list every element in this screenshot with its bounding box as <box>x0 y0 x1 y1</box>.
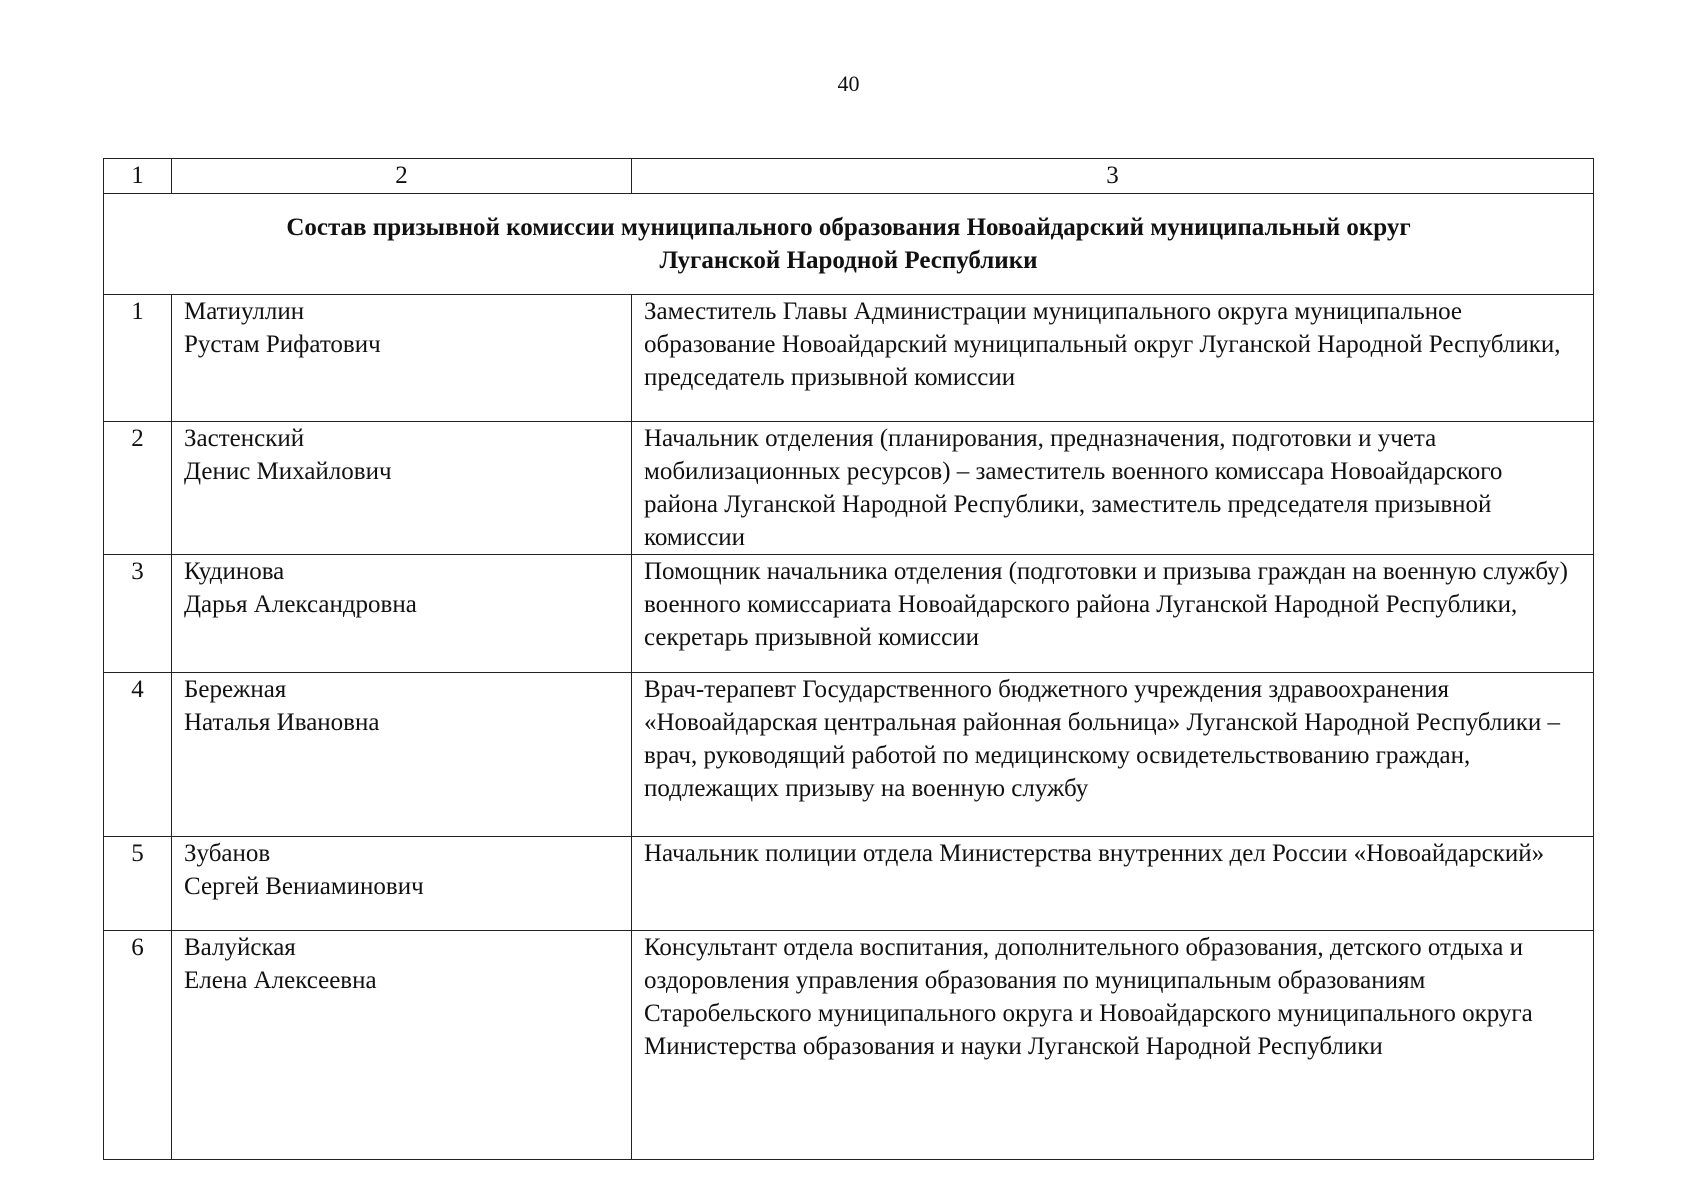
member-position: Заместитель Главы Администрации муниципального округа муниципальное образование Новоайдарский муниципальный округ Луганской Народной Республики, председатель призывной комиссии <box>632 295 1594 422</box>
row-number: 3 <box>104 555 172 673</box>
member-name <box>172 837 632 931</box>
member-given-names: Елена Алексеевна <box>184 967 377 994</box>
member-name <box>172 422 632 555</box>
member-given-names: Наталья Ивановна <box>184 709 380 736</box>
table-row <box>104 555 1594 673</box>
member-name <box>172 673 632 837</box>
table-row <box>104 422 1594 555</box>
column-numbers-row <box>104 159 1594 194</box>
member-surname: Застенский <box>184 425 305 452</box>
member-position: Начальник отделения (планирования, предназначения, подготовки и учета мобилизационных ресурсов) – заместитель военного комиссара Новоайдарского района Луганской Народной Республики, заместитель председателя призывной комиссии <box>632 422 1594 555</box>
section-title <box>104 194 1594 295</box>
commission-table <box>103 158 1594 1160</box>
table-row <box>104 673 1594 837</box>
column-number-1: 1 <box>104 159 172 194</box>
member-position: Помощник начальника отделения (подготовки и призыва граждан на военную службу) военного комиссариата Новоайдарского района Луганской Народной Республики, секретарь призывной комиссии <box>632 555 1594 673</box>
member-given-names: Сергей Вениаминович <box>184 873 424 900</box>
page-number: 40 <box>837 71 860 96</box>
table-row <box>104 837 1594 931</box>
section-title-row <box>104 194 1594 295</box>
row-number: 6 <box>104 931 172 1160</box>
table-row <box>104 295 1594 422</box>
member-position: Начальник полиции отдела Министерства внутренних дел России «Новоайдарский» <box>632 837 1594 931</box>
member-surname: Валуйская <box>184 934 296 961</box>
row-number: 5 <box>104 837 172 931</box>
table-row <box>104 931 1594 1160</box>
member-surname: Кудинова <box>184 558 285 585</box>
row-number: 1 <box>104 295 172 422</box>
row-number: 4 <box>104 673 172 837</box>
member-surname: Матиуллин <box>184 298 305 325</box>
column-number-2: 2 <box>172 159 632 194</box>
section-title-line-2: Луганской Народной Республики <box>659 247 1038 274</box>
row-number: 2 <box>104 422 172 555</box>
section-title-line-1: Состав призывной комиссии муниципального образования Новоайдарский муниципальный округ <box>286 214 1411 241</box>
member-name <box>172 555 632 673</box>
member-given-names: Дарья Александровна <box>184 591 417 618</box>
member-position: Врач-терапевт Государственного бюджетного учреждения здравоохранения «Новоайдарская центральная районная больница» Луганской Народной Республики – врач, руководящий работой по медицинскому освидетельствованию граждан, подлежащих призыву на военную службу <box>632 673 1594 837</box>
member-given-names: Рустам Рифатович <box>184 331 381 358</box>
member-position: Консультант отдела воспитания, дополнительного образования, детского отдыха и оздоровления управления образования по муниципальным образованиям Старобельского муниципального округа и Новоайдарского муниципального округа Министерства образования и науки Луганской Народной Республики <box>632 931 1594 1160</box>
member-name <box>172 295 632 422</box>
column-number-3: 3 <box>632 159 1594 194</box>
member-surname: Зубанов <box>184 840 271 867</box>
member-name <box>172 931 632 1160</box>
member-given-names: Денис Михайлович <box>184 458 392 485</box>
member-surname: Бережная <box>184 676 287 703</box>
